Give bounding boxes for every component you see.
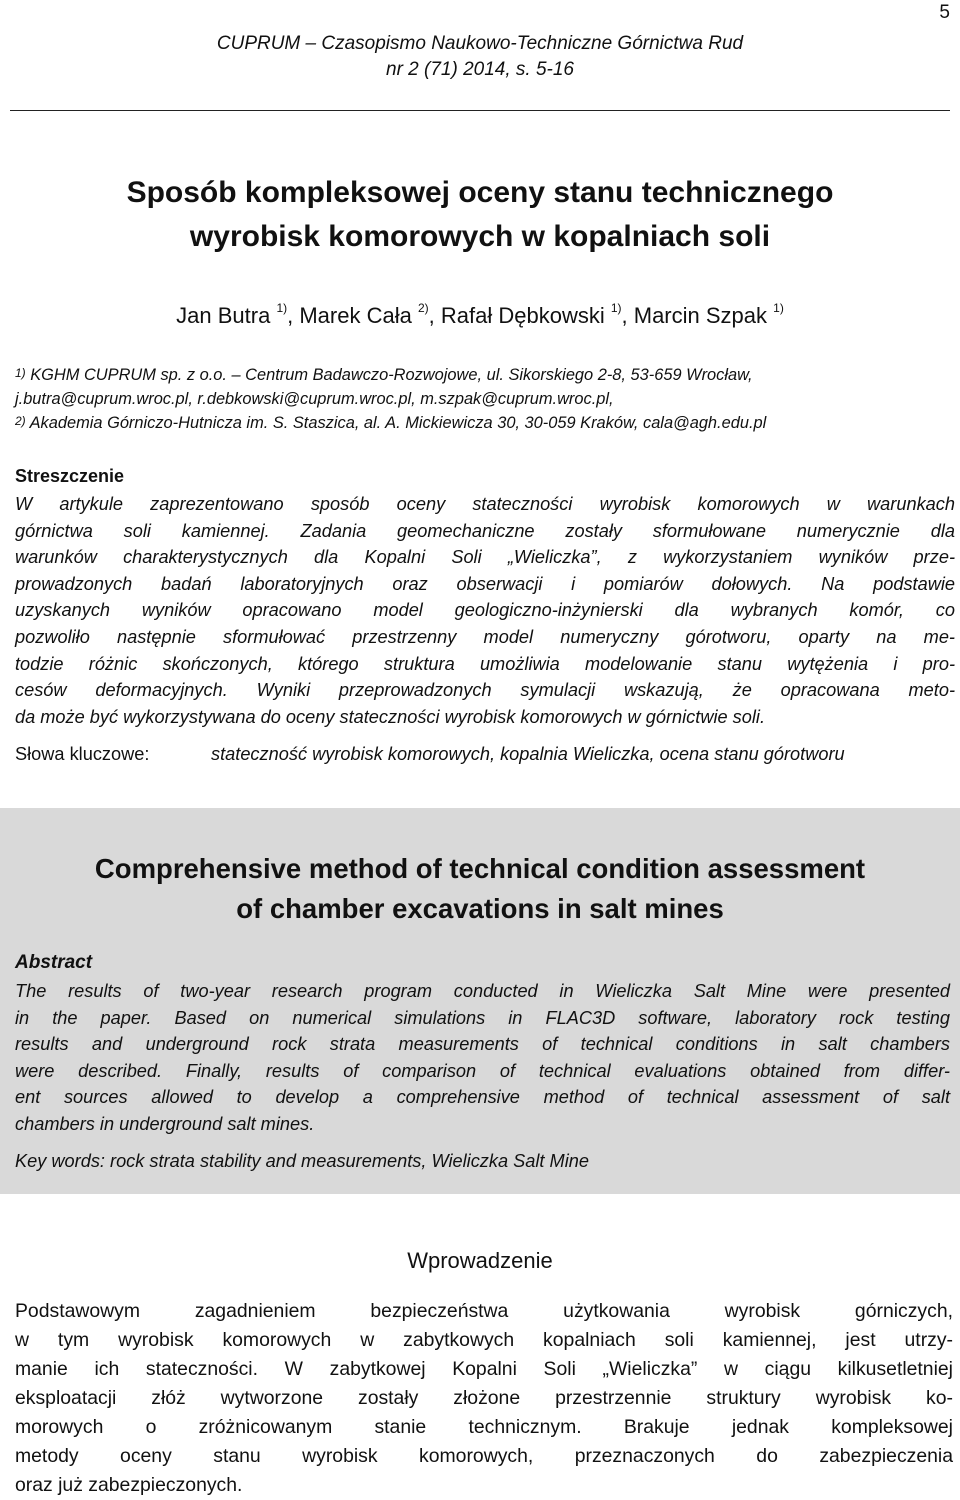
header-divider [10,110,950,111]
body-line: metody oceny stanu wyrobisk komorowych, przeznaczonych do zabezpieczenia [15,1445,953,1467]
body-line: Podstawowym zagadnieniem bezpieczeństwa użytkowania wyrobisk górniczych, [15,1300,953,1322]
abstract-body [15,978,950,1138]
abstract-line: pozwoliło następnie sformułować przestrzenny model numeryczny górotworu, oparty na me- [15,626,955,647]
journal-title: CUPRUM – Czasopismo Naukowo-Techniczne Górnictwa Rud [216,33,744,54]
keywords-english: Key words: rock strata stability and measurements, Wieliczka Salt Mine [15,1151,589,1171]
abstract-line: The results of two-year research program conducted in Wieliczka Salt Mine were presented [15,981,950,1001]
author-affil-mark: 1) [610,301,622,315]
keywords-value: stateczność wyrobisk komorowych, kopalnia Wieliczka, ocena stanu górotworu [211,744,845,764]
intro-paragraph [15,1297,953,1500]
abstract-line: todzie różnic skończonych, którego struktura umożliwia modelowanie stanu wytężenia i pro- [15,653,955,674]
abstract-line: results and underground rock strata measurements of technical conditions in salt chambers [15,1034,950,1055]
abstract-line: chambers in underground salt mines. [15,1113,315,1134]
affil-mark: 1) [15,366,26,380]
abstract-line: prowadzonych badań laboratoryjnych oraz obserwacji i pomiarów dołowych. Na podstawie [15,573,955,594]
streszczenie-heading: Streszczenie [15,466,125,486]
title-line: Comprehensive method of technical condition assessment [94,853,866,884]
running-header [0,31,960,83]
affiliation-2 [15,411,945,435]
author-name: Rafał Dębkowski [440,303,605,328]
author-name: Marek Cała [299,303,412,328]
author-affil-mark: 2) [417,301,429,315]
affiliations [15,363,945,435]
page-number: 5 [939,2,950,23]
title-line: Sposób kompleksowej oceny stanu technicznego [126,176,834,209]
abstract-line: warunków charakterystycznych dla Kopalni Soli „Wieliczka”, z wykorzystaniem wyników prze- [15,547,955,568]
abstract-line: górnictwa soli kamiennej. Zadania geomechaniczne zostały sformułowane numerycznie dla [15,520,955,541]
abstract-line: W artykule zaprezentowano sposób oceny stateczności wyrobisk komorowych w warunkach [15,494,955,514]
author-list: Jan Butra $^{1)}$, Marek Cała $^{2)}$, Rafał Dębkowski $^{1)}$, Marcin Szpak $^{1)}$ [176,301,784,328]
streszczenie-body [15,491,955,730]
affiliation-1 [15,363,945,387]
affil-mark: 2) [15,414,26,428]
paper-title-english [0,849,960,929]
body-line: manie ich stateczności. W zabytkowej Kopalni Soli „Wieliczka” w ciągu kilkusetletniej [15,1358,953,1380]
abstract-line: uzyskanych wyników opracowano model geologiczno-inżynierski dla wybranych komór, co [15,600,955,621]
author-name: Marcin Szpak [633,303,768,328]
affil-emails: j.butra@cuprum.wroc.pl, r.debkowski@cuprum.wroc.pl, m.szpak@cuprum.wroc.pl, [15,390,614,408]
author-name: Jan Butra [176,303,271,328]
title-line: wyrobisk komorowych w kopalniach soli [189,220,771,253]
abstract-line: ent sources allowed to develop a comprehensive method of technical assessment of salt [15,1087,950,1108]
keywords-polish [15,740,955,768]
affil-text: KGHM CUPRUM sp. z o.o. – Centrum Badawczo-Rozwojowe, ul. Sikorskiego 2-8, 53-659 Wrocław, [30,366,753,384]
abstract-line: cesów deformacyjnych. Wyniki przeprowadzonych symulacji wskazują, że opracowana meto- [15,680,955,701]
body-line: w tym wyrobisk komorowych w zabytkowych kopalniach soli kamiennej, jest utrzy- [15,1329,953,1351]
abstract-line: da może być wykorzystywana do oceny stateczności wyrobisk komorowych w górnictwie soli. [15,706,766,727]
abstract-line: in the paper. Based on numerical simulations in FLAC3D software, laboratory rock testing [15,1007,950,1028]
affil-text: Akademia Górniczo-Hutnicza im. S. Staszica, al. A. Mickiewicza 30, 30-059 Kraków, cala@agh.edu.pl [29,414,767,432]
body-line: oraz już zabezpieczonych. [15,1474,243,1496]
paper-title-polish [0,171,960,259]
keywords-label: Słowa kluczowe: [15,744,150,764]
author-affil-mark: 1) [276,301,288,315]
title-line: of chamber excavations in salt mines [236,893,724,924]
body-line: morowych o zróżnicowanym stanie technicznym. Brakuje jednak kompleksowej [15,1416,953,1438]
author-affil-mark: 1) [773,301,784,315]
body-line: eksploatacji złóż wytworzone zostały złożone przestrzennie struktury wyrobisk ko- [15,1387,953,1409]
journal-issue: nr 2 (71) 2014, s. 5-16 [386,59,574,80]
section-heading: Wprowadzenie [407,1248,553,1273]
abstract-line: were described. Finally, results of comparison of technical evaluations obtained from differ- [15,1060,950,1081]
abstract-heading: Abstract [15,952,93,973]
